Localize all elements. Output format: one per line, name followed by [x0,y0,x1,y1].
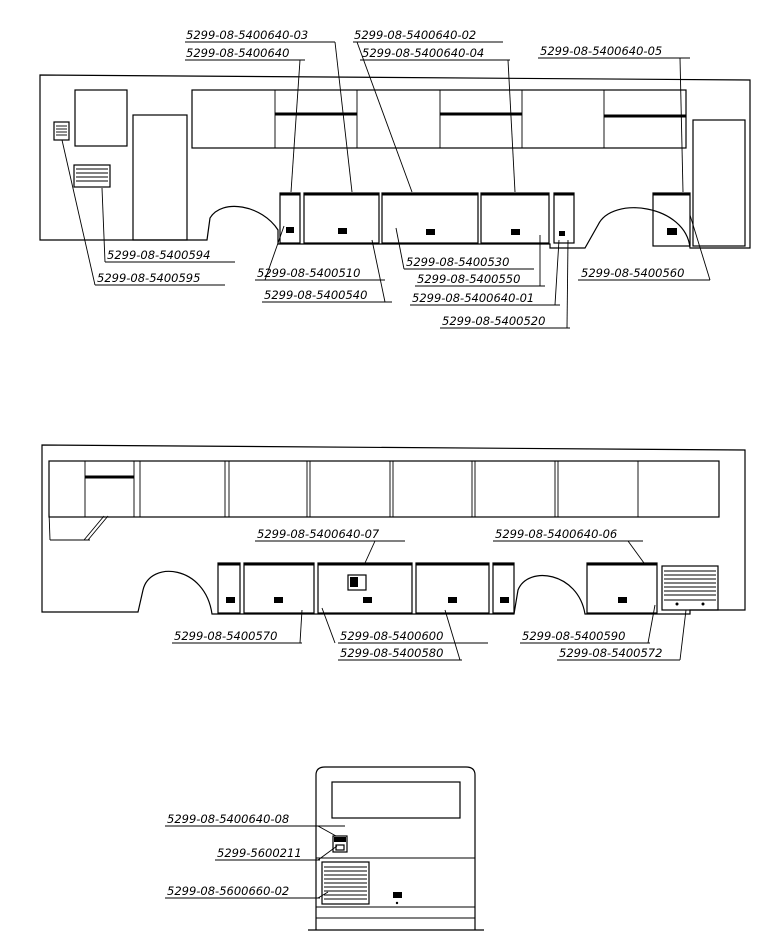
label-5400590: 5299-08-5400590 [522,629,626,643]
label-5400572: 5299-08-5400572 [559,646,663,660]
rear-lamp-block [333,836,347,852]
label-5400640: 5299-08-5400640 [186,46,290,60]
rear-lock [393,892,402,898]
front-door [133,115,187,240]
label-5400640-03: 5299-08-5400640-03 [186,28,309,42]
vent-grille-front [74,165,110,187]
label-5400640-06: 5299-08-5400640-06 [495,527,618,541]
label-5600660-02: 5299-08-5600660-02 [167,884,290,898]
label-5400594: 5299-08-5400594 [107,248,211,262]
label-5400560: 5299-08-5400560 [581,266,685,280]
label-5400510: 5299-08-5400510 [257,266,361,280]
label-5400530: 5299-08-5400530 [406,255,510,269]
engine-grille [662,566,718,610]
label-5400640-04: 5299-08-5400640-04 [362,46,485,60]
label-5600211: 5299-5600211 [217,846,302,860]
hatch-panels-left [218,563,657,613]
rear-view [165,767,484,930]
label-5400580: 5299-08-5400580 [340,646,444,660]
label-5400595: 5299-08-5400595 [97,271,201,285]
rear-door [693,120,745,246]
bus-body-outline [40,75,750,248]
side-view-right [40,28,750,328]
label-5400640-08: 5299-08-5400640-08 [167,812,290,826]
bus-body-outline [42,445,745,614]
hatch-panels-right [280,193,690,246]
rear-engine-grille [322,862,369,904]
part-labels-left [174,527,662,660]
label-5400570: 5299-08-5400570 [174,629,278,643]
part-labels-right [97,28,684,328]
label-5400540: 5299-08-5400540 [264,288,368,302]
vent-grille-small [54,122,69,140]
window-strip [49,461,719,517]
rear-body-outline [316,767,475,930]
part-labels-rear [167,812,302,898]
label-5400640-01: 5299-08-5400640-01 [412,291,535,305]
window-strip [192,90,686,148]
label-5400520: 5299-08-5400520 [442,314,546,328]
rear-window [332,782,460,818]
window-driver [75,90,127,146]
side-view-left [42,445,745,660]
label-5400640-05: 5299-08-5400640-05 [540,44,663,58]
label-5400550: 5299-08-5400550 [417,272,521,286]
label-5400640-02: 5299-08-5400640-02 [354,28,477,42]
label-5400640-07: 5299-08-5400640-07 [257,527,380,541]
label-5400600: 5299-08-5400600 [340,629,444,643]
leader-lines-right [62,42,710,328]
